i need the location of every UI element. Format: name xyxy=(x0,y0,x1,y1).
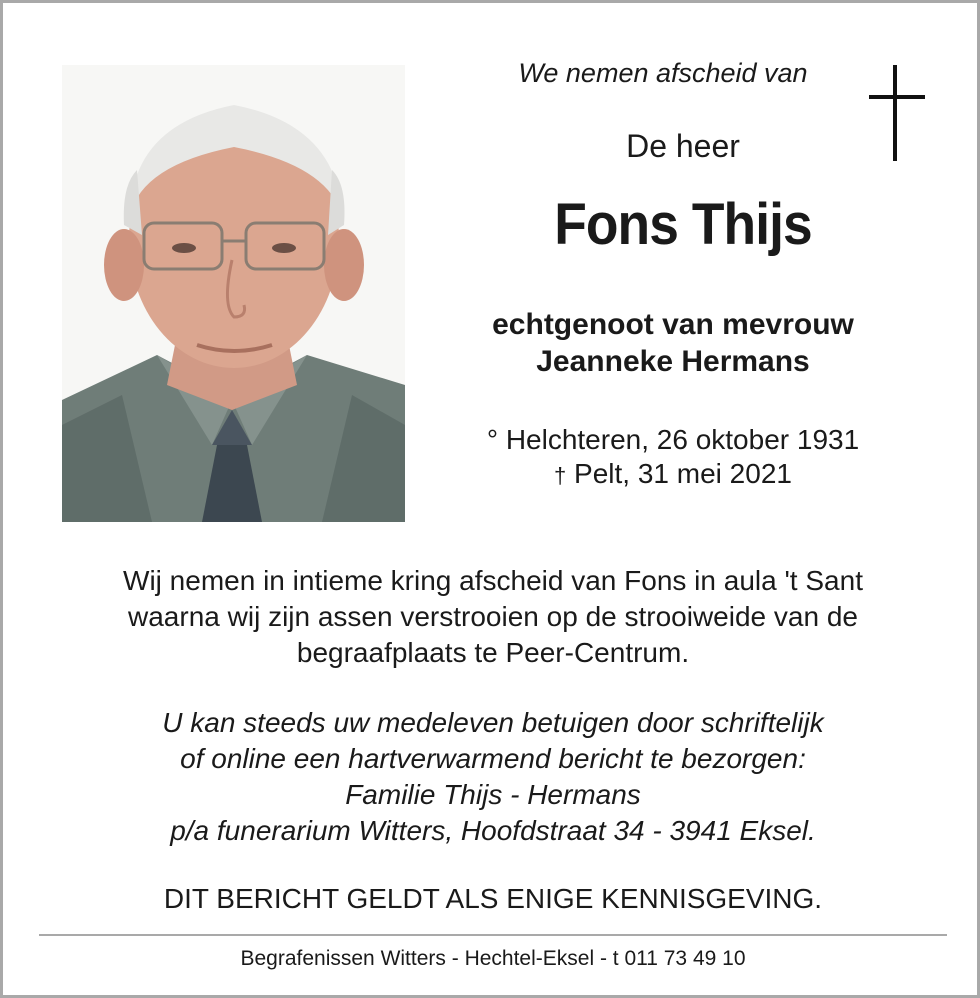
message-line: begraafplaats te Peer-Centrum. xyxy=(296,637,690,668)
funeral-home-footer: Begrafenissen Witters - Hechtel-Eksel - t 011 73 49 10 xyxy=(240,947,746,970)
condolence-line: of online een hartverwarmend bericht te bezorgen: xyxy=(180,743,806,774)
condolence-message xyxy=(43,705,943,849)
death-date xyxy=(423,457,923,493)
family-name: Familie Thijs - Hermans xyxy=(345,779,641,810)
dagger-icon: † xyxy=(554,463,567,488)
spouse-line-2: Jeanneke Hermans xyxy=(536,345,810,378)
divider xyxy=(39,934,947,936)
spouse-block xyxy=(423,306,923,380)
condolence-line: U kan steeds uw medeleven betuigen door schriftelijk xyxy=(162,707,824,738)
portrait-photo xyxy=(62,65,405,522)
notice-text: DIT BERICHT GELDT ALS ENIGE KENNISGEVING. xyxy=(163,883,823,914)
message-line: waarna wij zijn assen verstrooien op de strooiweide van de xyxy=(128,601,858,632)
honorific: De heer xyxy=(626,128,740,164)
intro-text: We nemen afscheid van xyxy=(518,58,808,88)
contact-address: p/a funerarium Witters, Hoofdstraat 34 - 3941 Eksel. xyxy=(170,815,816,846)
birth-symbol: ° xyxy=(486,424,499,455)
ceremony-message xyxy=(43,563,943,671)
death-text: Pelt, 31 mei 2021 xyxy=(574,458,792,489)
birth-date xyxy=(423,423,923,457)
message-line: Wij nemen in intieme kring afscheid van Fons in aula 't Sant xyxy=(123,565,863,596)
deceased-name: Fons Thijs xyxy=(554,192,812,257)
birth-text: Helchteren, 26 oktober 1931 xyxy=(505,424,860,455)
spouse-line-1: echtgenoot van mevrouw xyxy=(492,308,854,341)
dates-block xyxy=(423,423,923,493)
